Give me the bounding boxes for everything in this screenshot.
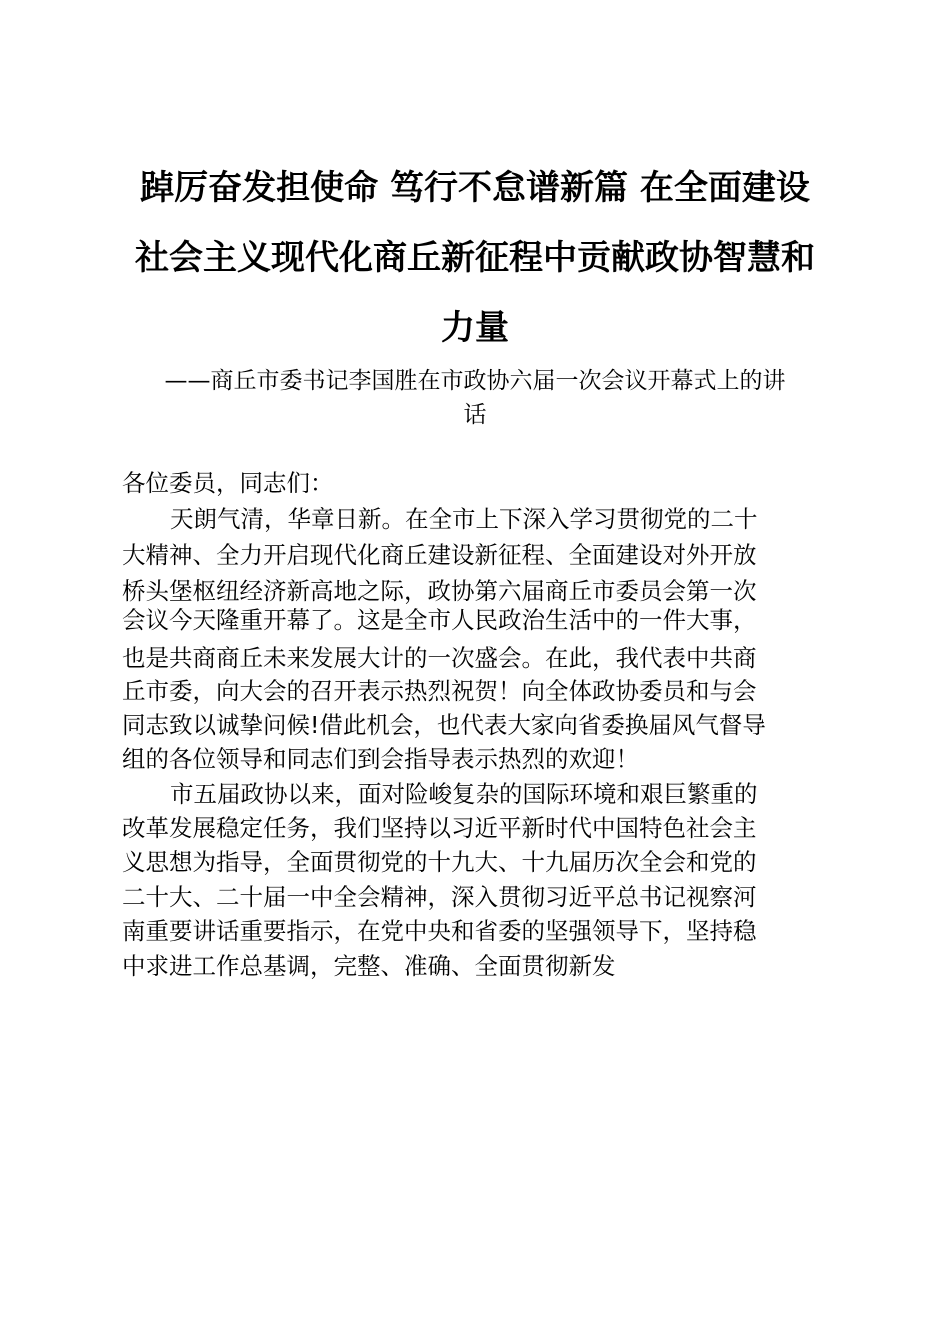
paragraph-1-line: 天朗气清，华章日新。在全市上下深入学习贯彻党的二十	[170, 505, 758, 533]
paragraph-2-line: 二十大、二十届一中全会精神，深入贯彻习近平总书记视察河	[122, 883, 757, 911]
salutation: 各位委员，同志们：	[122, 469, 334, 497]
paragraph-1-line: 也是共商商丘未来发展大计的一次盛会。在此，我代表中共商	[122, 644, 757, 672]
paragraph-1-line: 大精神、全力开启现代化商丘建设新征程、全面建设对外开放	[122, 541, 757, 569]
paragraph-2-line: 市五届政协以来，面对险峻复杂的国际环境和艰巨繁重的	[170, 780, 758, 808]
document-title-line-1: 踔厉奋发担使命 笃行不怠谱新篇 在全面建设	[140, 168, 810, 208]
paragraph-1-line: 会议今天隆重开幕了。这是全市人民政治生活中的一件大事，	[122, 606, 757, 634]
document-subtitle-line-1: ——商丘市委书记李国胜在市政协六届一次会议开幕式上的讲	[164, 368, 786, 394]
paragraph-2-line: 义思想为指导，全面贯彻党的十九大、十九届历次全会和党的	[122, 848, 757, 876]
document-title-line-3: 力量	[441, 308, 509, 348]
paragraph-1-line: 同志致以诚挚问候!借此机会，也代表大家向省委换届风气督导	[122, 711, 766, 739]
paragraph-1-line: 桥头堡枢纽经济新高地之际，政协第六届商丘市委员会第一次	[122, 577, 757, 605]
paragraph-2-line: 中求进工作总基调，完整、准确、全面贯彻新发	[122, 952, 616, 980]
paragraph-1-line: 丘市委，向大会的召开表示热烈祝贺！向全体政协委员和与会	[122, 677, 757, 705]
document-title-line-2: 社会主义现代化商丘新征程中贡献政协智慧和	[135, 238, 815, 278]
paragraph-2-line: 改革发展稳定任务，我们坚持以习近平新时代中国特色社会主	[122, 814, 757, 842]
document-subtitle-line-2: 话	[463, 402, 487, 428]
paragraph-1-line: 组的各位领导和同志们到会指导表示热烈的欢迎！	[122, 745, 639, 773]
paragraph-2-line: 南重要讲话重要指示，在党中央和省委的坚强领导下，坚持稳	[122, 917, 757, 945]
